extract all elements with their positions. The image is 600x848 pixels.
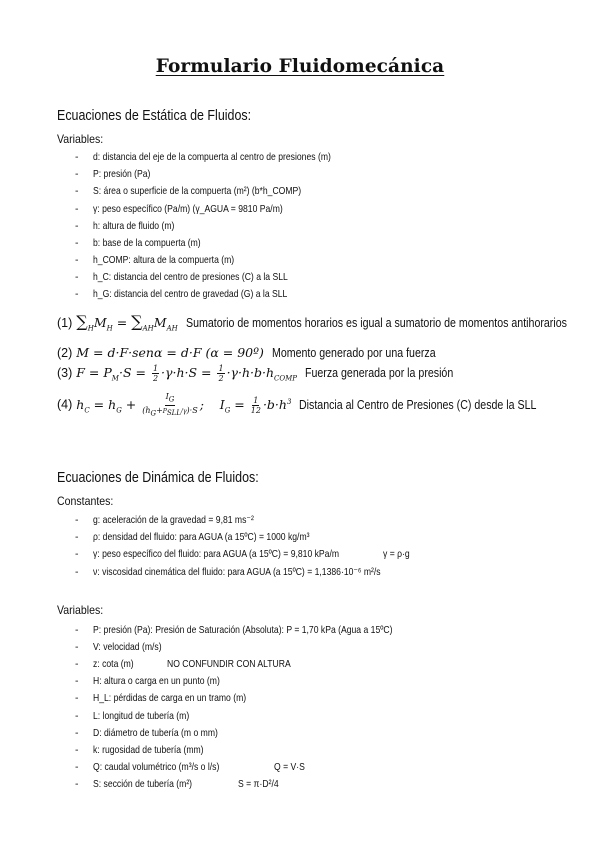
z-note: NO CONFUNDIR CON ALTURA (167, 658, 291, 670)
equation-description: Sumatorio de momentos horarios es igual a sumatorio de momentos antihorarios (185, 316, 567, 330)
equation-description: Fuerza generada por la presión (305, 366, 454, 380)
s-note: S = π·D²/4 (238, 778, 279, 790)
equation-2 (57, 344, 464, 362)
dynamics-constants-label: Constantes: (57, 494, 114, 508)
dynamics-heading: Ecuaciones de Dinámica de Fluidos: (57, 470, 259, 486)
equation-3 (57, 364, 479, 383)
equation-formula: $\sum_HM_H = \sum_{AH}M_{AH}$ (76, 312, 178, 333)
equation-number: (3) (57, 366, 73, 380)
document-title: Formulario Fluidomecánica (155, 56, 445, 77)
equation-number: (4) (57, 397, 73, 412)
equation-4 (57, 392, 579, 418)
equation-description: Momento generado por una fuerza (271, 346, 436, 360)
equation-1 (57, 312, 600, 333)
document-page: Formulario Fluidomecánica Ecuaciones de Estática de Fluidos: Variables: - d: distancia del eje de la compuerta al centro de presiones (m) - P: presión (Pa) - S: área o superficie de la compuerta (m²) (b*h_COMP) - γ: peso específico (Pa/m) (γ_AGUA = 9810 Pa/m) - h: altura de fluido (m) - b: base de la compuerta (m) - h_COMP: altura de la compuerta (m) - h_C: distancia del centro de presiones (C) a la SLL - h_G: distancia del centro de gravedad (G) a la SLL (1) $\sum_HM_H = \sum_{AH}M_{AH}$ Sumatorio de momentos horarios es igual a sumatorio de momentos antihorarios (2) M = d·F·senα = d·F (α = 90º) Momento generado por una fuerza (3) $F = P_M\cdot S$ = $\frac{1}{2}$ ·γ·h·S = $\frac{1}{2}$ $\cdot\gamma\cdot h\cdot b\cdot h_{COMP}$ Fuerza generada por la presión (4) $h_C = h_G$ + $\frac{I_G}{(h_G+P_{SLL}/\gamma)\cdot S}$ ; $I_G$ = $\frac{1}{12}$ $\cdot b\cdot h^3$ Distancia al Centro de Presiones (C) desde la SLL Ecuaciones de Dinámica de Fluidos: Constantes: - g: aceleración de la gravedad = 9,81 ms⁻² - ρ: densidad del fluido: para AGUA (a 15ºC) = 1000 kg/m³ - γ: peso específico del fluido: para AGUA (a 15ºC) = 9,810 kPa/m γ = ρ·g - ν: viscosidad cinemática del fluido: para AGUA (a 15ºC) = 1,1386·10⁻⁶ m²/s Variables: - P: presión (Pa): Presión de Saturación (Absoluta): P = 1,70 kPa (Agua a 15ºC) - V: velocidad (m/s) - z: cota (m) NO CONFUNDIR CON ALTURA - H: altura o carga en un punto (m) - H_L: pérdidas de carga en un tramo (m) - L: longitud de tubería (m) - D: diámetro de tubería (m o mm) - k: rugosidad de tubería (mm) - Q: caudal volumétrico (m³/s o l/s) Q = V·S - S: sección de tubería (m²) S = π·D²/4 (0, 0, 600, 848)
equation-formula: $h_C = h_G$ + $\frac{I_G}{(h_G+P_{SLL}/\gamma)\cdot S}$ ; $I_G$ = $\frac{1}{12}$ $\cdot b\cdot h^3$ (76, 392, 292, 418)
dynamics-variables-label: Variables: (57, 603, 104, 617)
equation-formula: M = d·F·senα = d·F (α = 90º) (76, 345, 264, 360)
equation-number: (2) (57, 346, 73, 360)
gamma-relation: γ = ρ·g (383, 548, 410, 560)
equation-formula: $F = P_M\cdot S$ = $\frac{1}{2}$ ·γ·h·S = $\frac{1}{2}$ $\cdot\gamma\cdot h\cdot b\cdot h_{COMP}$ (76, 364, 298, 383)
equation-number: (1) (57, 316, 73, 330)
statics-heading: Ecuaciones de Estática de Fluidos: (57, 108, 252, 124)
q-note: Q = V·S (274, 761, 305, 773)
equation-description: Distancia al Centro de Presiones (C) desde la SLL (299, 397, 537, 412)
statics-variables-label: Variables: (57, 132, 104, 146)
